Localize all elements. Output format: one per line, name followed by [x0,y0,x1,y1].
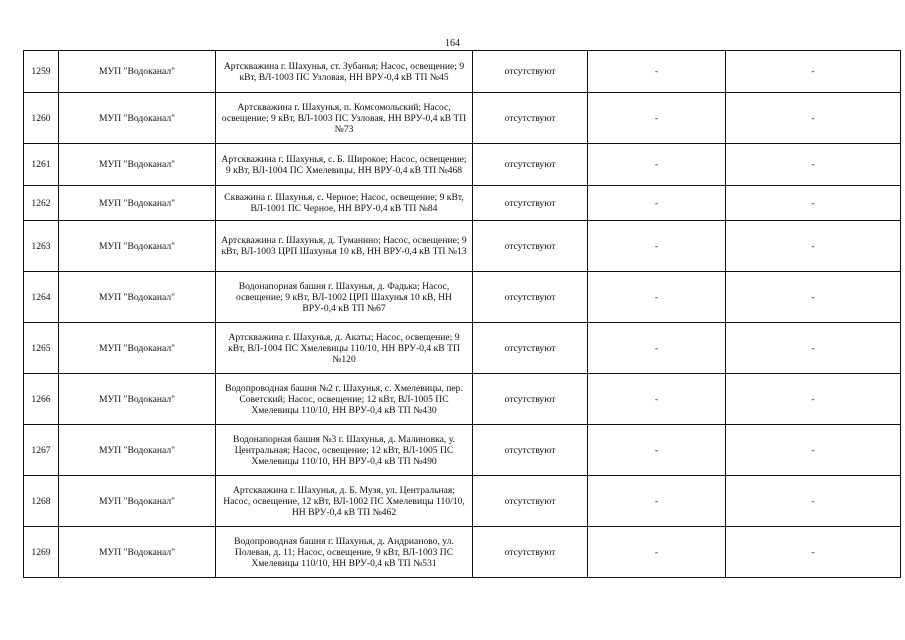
status-cell: отсутствуют [473,425,588,476]
table-row [24,272,901,323]
table-row [24,374,901,425]
empty-value-cell: - [588,221,726,272]
table-row [24,323,901,374]
row-number: 1267 [24,425,59,476]
status-cell: отсутствуют [473,93,588,144]
table-row [24,221,901,272]
object-description: Артскважина г. Шахунья, с. Б. Широкое; Насос, освещение; 9 кВт, ВЛ-1004 ПС Хмелевицы, НН ВРУ-0,4 кВ ТП №468 [216,144,473,186]
page-number: 164 [445,38,460,49]
empty-value-cell: - [726,144,901,186]
empty-value-cell: - [726,51,901,93]
organization-name: МУП "Водоканал" [59,93,216,144]
status-cell: отсутствуют [473,476,588,527]
empty-value-cell: - [726,221,901,272]
object-description: Артскважина г. Шахунья, п. Комсомольский; Насос, освещение; 9 кВт, ВЛ-1003 ПС Узловая, НН ВРУ-0,4 кВ ТП №73 [216,93,473,144]
row-number: 1260 [24,93,59,144]
table-row [24,186,901,221]
row-number: 1266 [24,374,59,425]
empty-value-cell: - [726,476,901,527]
table-row [24,527,901,578]
empty-value-cell: - [588,476,726,527]
object-description: Водонапорная башня г. Шахунья, д. Фадька; Насос, освещение; 9 кВт, ВЛ-1002 ЦРП Шахунья 10 кВ, НН ВРУ-0,4 кВ ТП №67 [216,272,473,323]
empty-value-cell: - [588,93,726,144]
organization-name: МУП "Водоканал" [59,186,216,221]
status-cell: отсутствуют [473,144,588,186]
table-row [24,93,901,144]
object-description: Артскважина г. Шахунья, д. Акаты; Насос, освещение; 9 кВт, ВЛ-1004 ПС Хмелевицы 110/10, НН ВРУ-0,4 кВ ТП №120 [216,323,473,374]
row-number: 1265 [24,323,59,374]
empty-value-cell: - [726,425,901,476]
status-cell: отсутствуют [473,186,588,221]
empty-value-cell: - [588,425,726,476]
organization-name: МУП "Водоканал" [59,476,216,527]
status-cell: отсутствуют [473,51,588,93]
organization-name: МУП "Водоканал" [59,425,216,476]
object-description: Водопроводная башня г. Шахунья, д. Андрианово, ул. Полевая, д. 11; Насос, освещение, 9 кВт, ВЛ-1003 ПС Хмелевицы 110/10, НН ВРУ-0,4 кВ ТП №531 [216,527,473,578]
object-description: Водопроводная башня №2 г. Шахунья, с. Хмелевицы, пер. Советский; Насос, освещение; 12 кВт, ВЛ-1005 ПС Хмелевицы 110/10, НН ВРУ-0,4 кВ ТП №430 [216,374,473,425]
row-number: 1259 [24,51,59,93]
empty-value-cell: - [726,186,901,221]
row-number: 1263 [24,221,59,272]
status-cell: отсутствуют [473,272,588,323]
empty-value-cell: - [726,93,901,144]
status-cell: отсутствуют [473,221,588,272]
object-description: Скважина г. Шахунья, с. Черное; Насос, освещение; 9 кВт, ВЛ-1001 ПС Черное, НН ВРУ-0,4 кВ ТП №84 [216,186,473,221]
registry-table [23,50,901,578]
organization-name: МУП "Водоканал" [59,221,216,272]
empty-value-cell: - [588,51,726,93]
empty-value-cell: - [726,272,901,323]
table-row [24,144,901,186]
row-number: 1264 [24,272,59,323]
status-cell: отсутствуют [473,374,588,425]
row-number: 1269 [24,527,59,578]
object-description: Водонапорная башня №3 г. Шахунья, д. Малиновка, у. Центральная; Насос, освещение; 12 кВт, ВЛ-1005 ПС Хмелевицы 110/10, НН ВРУ-0,4 кВ ТП №490 [216,425,473,476]
row-number: 1261 [24,144,59,186]
empty-value-cell: - [588,272,726,323]
organization-name: МУП "Водоканал" [59,323,216,374]
table-row [24,51,901,93]
empty-value-cell: - [588,323,726,374]
table-row [24,476,901,527]
empty-value-cell: - [588,144,726,186]
empty-value-cell: - [588,186,726,221]
empty-value-cell: - [588,374,726,425]
organization-name: МУП "Водоканал" [59,51,216,93]
status-cell: отсутствуют [473,323,588,374]
organization-name: МУП "Водоканал" [59,527,216,578]
organization-name: МУП "Водоканал" [59,272,216,323]
row-number: 1262 [24,186,59,221]
organization-name: МУП "Водоканал" [59,144,216,186]
status-cell: отсутствуют [473,527,588,578]
empty-value-cell: - [588,527,726,578]
object-description: Артскважина г. Шахунья, ст. Зубанья; Насос, освещение; 9 кВт, ВЛ-1003 ПС Узловая, НН ВРУ-0,4 кВ ТП №45 [216,51,473,93]
row-number: 1268 [24,476,59,527]
organization-name: МУП "Водоканал" [59,374,216,425]
empty-value-cell: - [726,527,901,578]
empty-value-cell: - [726,374,901,425]
empty-value-cell: - [726,323,901,374]
table-row [24,425,901,476]
object-description: Артскважина г. Шахунья, д. Б. Музя, ул. Центральная; Насос, освещение, 12 кВт, ВЛ-1002 ПС Хмелевицы 110/10, НН ВРУ-0,4 кВ ТП №462 [216,476,473,527]
object-description: Артскважина г. Шахунья, д. Туманино; Насос, освещение; 9 кВт, ВЛ-1003 ЦРП Шахунья 10 кВ, НН ВРУ-0,4 кВ ТП №13 [216,221,473,272]
